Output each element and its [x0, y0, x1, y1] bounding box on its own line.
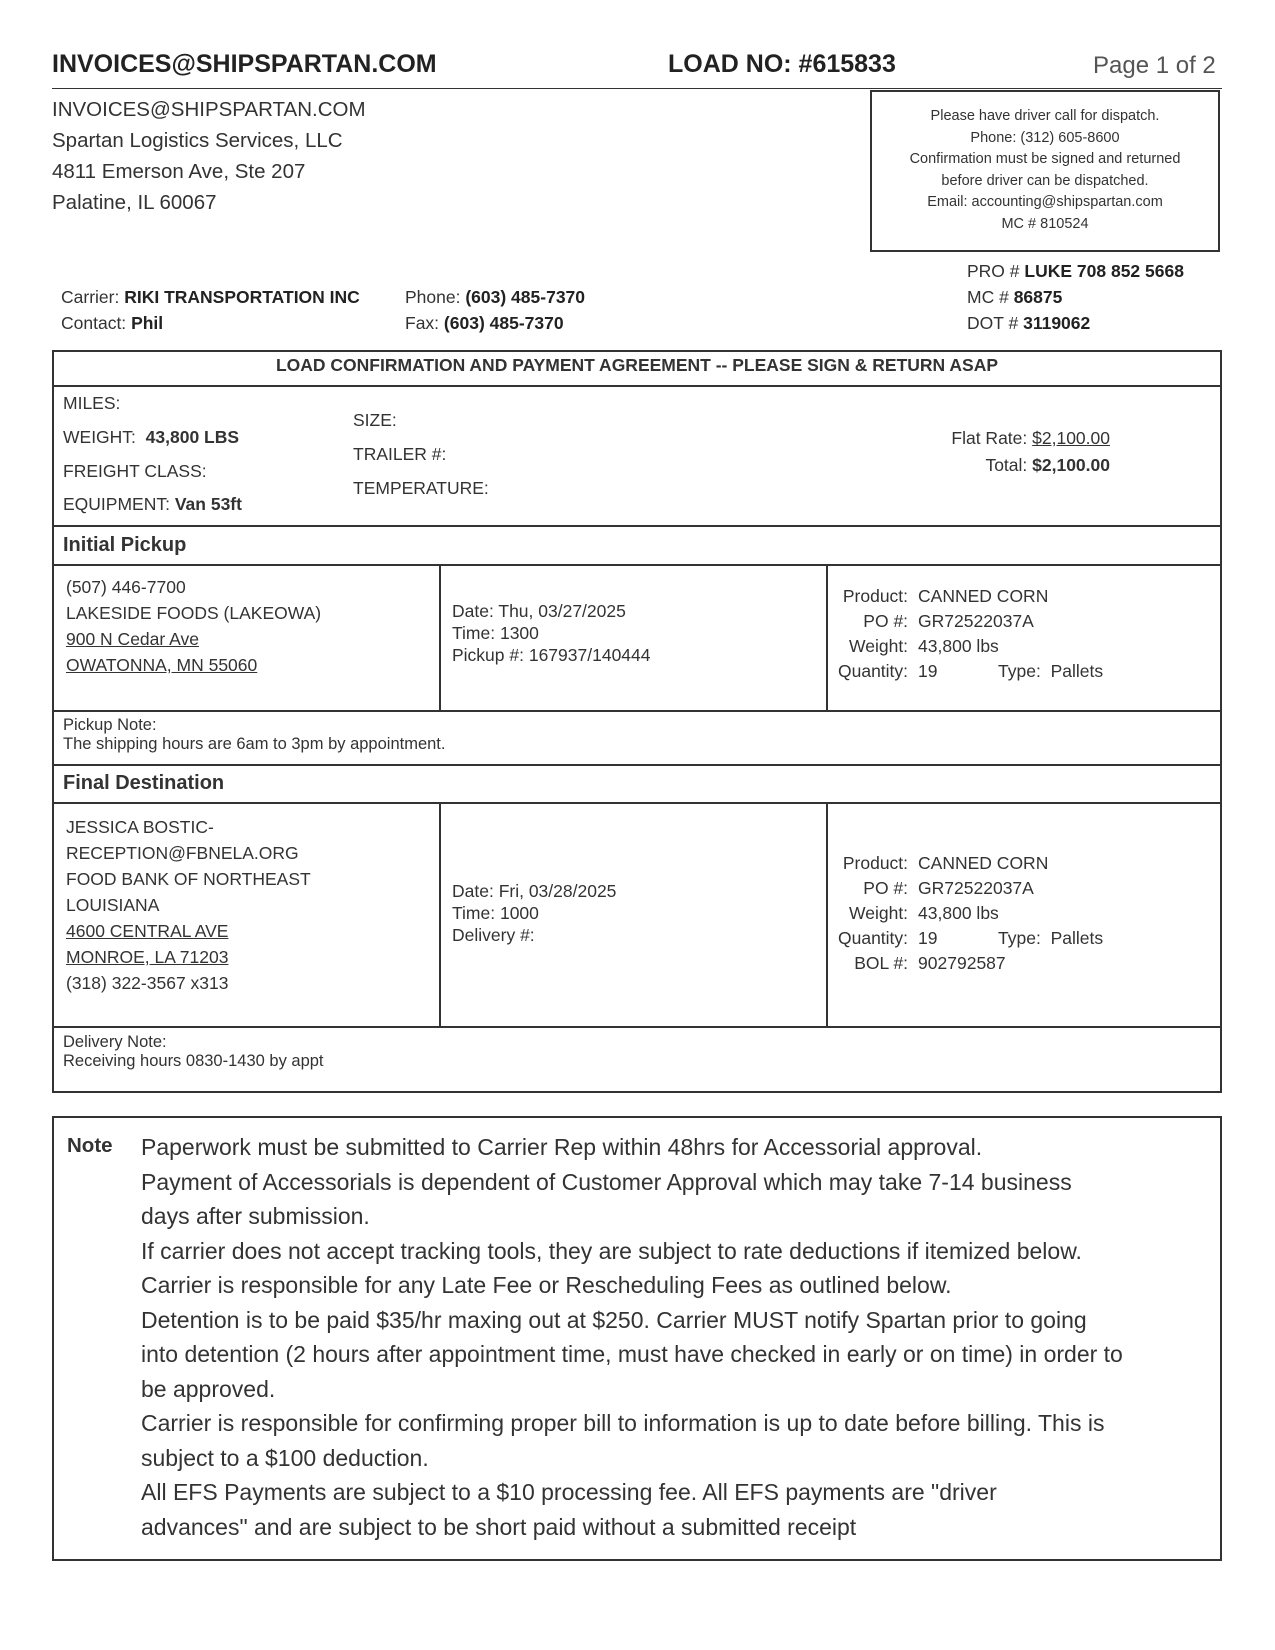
- dispatch-info-box: [870, 90, 1220, 252]
- delivery-number: Delivery #:: [452, 925, 535, 945]
- pickup-product: CANNED CORN: [918, 586, 1049, 606]
- table-divider: [52, 802, 1222, 804]
- terms-line: Detention is to be paid $35/hr maxing out at $250. Carrier MUST notify Spartan prior to going: [141, 1306, 1087, 1333]
- delivery-note-text: Receiving hours 0830-1430 by appt: [63, 1052, 324, 1070]
- pickup-phone: (507) 446-7700: [66, 577, 186, 597]
- pro-number: PRO # LUKE 708 852 5668: [967, 261, 1184, 281]
- carrier-contact: Contact: Phil: [61, 313, 164, 333]
- broker-city: Palatine, IL 60067: [52, 191, 217, 214]
- terms-line: be approved.: [141, 1375, 276, 1402]
- equipment-field: EQUIPMENT: Van 53ft: [63, 494, 242, 514]
- pickup-note: Pickup Note: The shipping hours are 6am to 3pm by appointment.: [63, 716, 446, 753]
- carrier-phone: Phone: (603) 485-7370: [405, 287, 586, 307]
- carrier-fax: Fax: (603) 485-7370: [405, 313, 564, 333]
- terms-line: If carrier does not accept tracking tools, they are subject to rate deductions if itemized below.: [141, 1237, 1082, 1264]
- destination-weight: 43,800 lbs: [918, 903, 999, 923]
- terms-line: Payment of Accessorials is dependent of Customer Approval which may take 7-14 business: [141, 1168, 1072, 1195]
- dispatch-line: Confirmation must be signed and returned: [909, 151, 1181, 168]
- table-divider: [52, 525, 1222, 527]
- freight-class-label: FREIGHT CLASS:: [63, 461, 207, 481]
- pickup-street: 900 N Cedar Ave: [66, 629, 199, 649]
- terms-line: into detention (2 hours after appointment time, must have checked in early or on time) in order to: [141, 1341, 1123, 1367]
- table-divider: [52, 1026, 1222, 1028]
- destination-address: [66, 814, 311, 996]
- pickup-address: [66, 574, 321, 678]
- column-divider: [439, 564, 441, 711]
- table-divider: [52, 710, 1222, 712]
- dispatch-line: Phone: (312) 605-8600: [970, 129, 1120, 146]
- destination-bol: 902792587: [918, 953, 1006, 973]
- column-divider: [439, 802, 441, 1027]
- broker-street: 4811 Emerson Ave, Ste 207: [52, 160, 306, 183]
- terms-line: days after submission.: [141, 1203, 370, 1229]
- destination-section-title: Final Destination: [63, 772, 225, 794]
- total-field: Total: $2,100.00: [985, 455, 1110, 475]
- table-divider: [52, 385, 1222, 387]
- destination-street: 4600 CENTRAL AVE: [66, 921, 229, 941]
- column-divider: [826, 564, 828, 711]
- destination-product: CANNED CORN: [918, 853, 1049, 873]
- dispatch-line: Please have driver call for dispatch.: [930, 108, 1160, 124]
- pickup-time: Time: 1300: [452, 623, 539, 643]
- pickup-type: Type: Pallets: [998, 661, 1104, 681]
- pickup-note-text: The shipping hours are 6am to 3pm by appointment.: [63, 735, 446, 753]
- agreement-title: LOAD CONFIRMATION AND PAYMENT AGREEMENT -- PLEASE SIGN & RETURN ASAP: [275, 355, 999, 375]
- size-label: SIZE:: [353, 410, 397, 430]
- destination-line: LOUISIANA: [66, 895, 160, 915]
- destination-line: RECEPTION@FBNELA.ORG: [66, 843, 299, 863]
- dispatch-line: MC # 810524: [1001, 215, 1089, 232]
- page-indicator: Page 1 of 2: [1093, 52, 1216, 79]
- load-number: LOAD NO: #615833: [668, 50, 896, 78]
- trailer-label: TRAILER #:: [353, 444, 447, 464]
- terms-line: Paperwork must be submitted to Carrier Rep within 48hrs for Accessorial approval.: [141, 1134, 983, 1160]
- broker-company: Spartan Logistics Services, LLC: [52, 129, 343, 152]
- mc-number: MC # 86875: [967, 287, 1063, 307]
- pickup-section-title: Initial Pickup: [63, 534, 187, 556]
- delivery-note: Delivery Note: Receiving hours 0830-1430 by appt: [63, 1033, 324, 1070]
- destination-product-details: Product: CANNED CORN PO #: GR72522037A Weight: 43,800 lbs Quantity: 19 Type: Pallets BOL #: 902792587: [838, 851, 1103, 976]
- destination-line: FOOD BANK OF NORTHEAST: [66, 869, 311, 889]
- miles-label: MILES:: [63, 393, 121, 413]
- pickup-number: Pickup #: 167937/140444: [452, 645, 651, 665]
- terms-line: Carrier is responsible for any Late Fee or Rescheduling Fees as outlined below.: [141, 1272, 952, 1298]
- pickup-company: LAKESIDE FOODS (LAKEOWA): [66, 603, 322, 623]
- pickup-weight: 43,800 lbs: [918, 636, 999, 656]
- destination-city: MONROE, LA 71203: [66, 947, 229, 967]
- terms-line: All EFS Payments are subject to a $10 processing fee. All EFS payments are "driver: [141, 1479, 997, 1505]
- broker-address: [52, 94, 366, 218]
- terms-text: [141, 1130, 1216, 1544]
- dispatch-line: Email: accounting@shipspartan.com: [927, 194, 1163, 211]
- pickup-city: OWATONNA, MN 55060: [66, 655, 258, 675]
- delivery-time: Time: 1000: [452, 903, 539, 923]
- delivery-schedule: [452, 880, 616, 946]
- pickup-product-details: Product: CANNED CORN PO #: GR72522037A Weight: 43,800 lbs Quantity: 19 Type: Pallets: [838, 584, 1103, 684]
- destination-po: GR72522037A: [918, 878, 1034, 898]
- terms-line: Carrier is responsible for confirming proper bill to information is up to date before billing. This is: [141, 1410, 1105, 1436]
- broker-email: INVOICES@SHIPSPARTAN.COM: [52, 98, 366, 121]
- pickup-date: Date: Thu, 03/27/2025: [452, 601, 626, 621]
- pickup-po: GR72522037A: [918, 611, 1034, 631]
- column-divider: [826, 802, 828, 1027]
- destination-quantity: 19: [918, 928, 938, 948]
- flat-rate-field: Flat Rate: $2,100.00: [951, 428, 1110, 448]
- destination-phone: (318) 322-3567 x313: [66, 973, 229, 993]
- terms-line: subject to a $100 deduction.: [141, 1444, 429, 1471]
- destination-line: JESSICA BOSTIC-: [66, 817, 214, 837]
- terms-line: advances" and are subject to be short paid without a submitted receipt: [141, 1513, 857, 1540]
- header-email: INVOICES@SHIPSPARTAN.COM: [52, 50, 437, 78]
- temperature-label: TEMPERATURE:: [353, 478, 489, 498]
- dot-number: DOT # 3119062: [967, 313, 1091, 333]
- table-divider: [52, 764, 1222, 766]
- pickup-quantity: 19: [918, 661, 938, 681]
- note-label: Note: [67, 1134, 113, 1157]
- carrier-name: Carrier: RIKI TRANSPORTATION INC: [61, 287, 360, 307]
- destination-type: Type: Pallets: [998, 928, 1104, 948]
- header-divider: [52, 88, 1222, 89]
- delivery-date: Date: Fri, 03/28/2025: [452, 881, 617, 901]
- dispatch-line: before driver can be dispatched.: [941, 172, 1149, 189]
- pickup-schedule: [452, 600, 651, 666]
- weight-field: WEIGHT: 43,800 LBS: [63, 427, 240, 447]
- table-divider: [52, 564, 1222, 566]
